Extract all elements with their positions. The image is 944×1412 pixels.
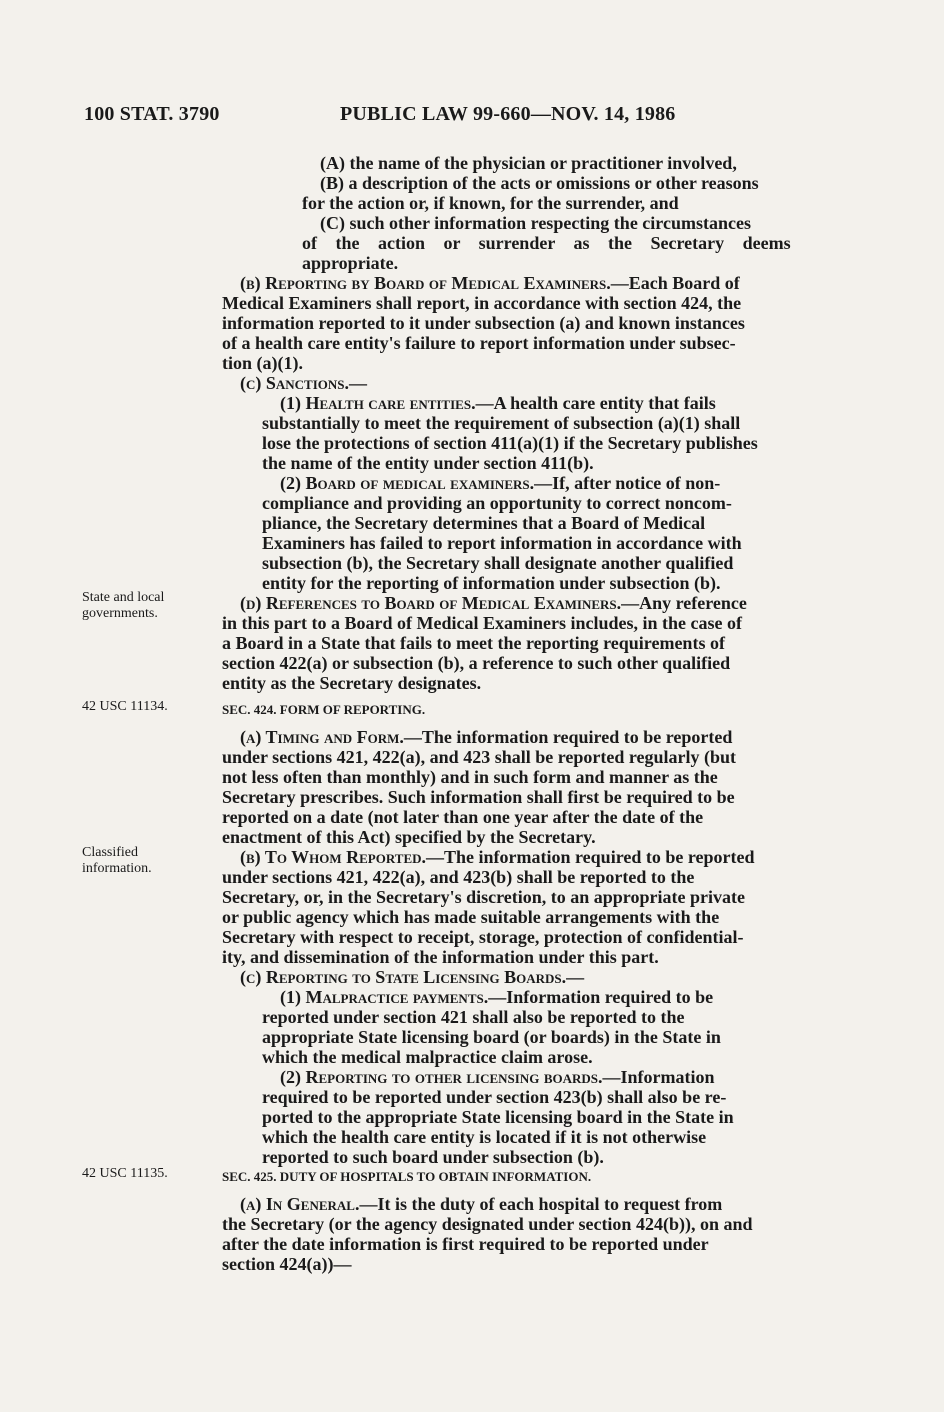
text-line: (a) In General.—It is the duty of each hospital to request from bbox=[240, 1194, 723, 1214]
text-line: Examiners has failed to report information in accordance with bbox=[262, 533, 742, 553]
text-line: (b) Reporting by Board of Medical Examiners.—Each Board of bbox=[240, 273, 740, 293]
text-line: which the medical malpractice claim arose. bbox=[262, 1047, 593, 1067]
text-line: a Board in a State that fails to meet the reporting requirements of bbox=[222, 633, 725, 653]
text-line: reported on a date (not later than one year after the date of the bbox=[222, 807, 704, 827]
margin-note-usc-11135: 42 USC 11135. bbox=[82, 1166, 168, 1181]
text-line: the name of the entity under section 411(b). bbox=[262, 453, 594, 473]
text-line: (A) the name of the physician or practitioner involved, bbox=[320, 153, 737, 173]
text-line: entity for the reporting of information under subsection (b). bbox=[262, 573, 721, 593]
subsection-heading: (a) Timing and Form. bbox=[240, 727, 404, 747]
text-line: after the date information is first required to be reported under bbox=[222, 1234, 709, 1254]
text-line: (b) To Whom Reported.—The information required to be reported bbox=[240, 847, 755, 867]
running-header: PUBLIC LAW 99-660—NOV. 14, 1986 bbox=[340, 103, 676, 125]
paragraph-heading: (2) Board of medical examiners. bbox=[280, 473, 535, 493]
text-line: ported to the appropriate State licensing board in the State in bbox=[262, 1107, 734, 1127]
text-line: appropriate State licensing board (or boards) in the State in bbox=[262, 1027, 721, 1047]
text-line: (2) Reporting to other licensing boards.—Information bbox=[280, 1067, 715, 1087]
text-line: appropriate. bbox=[302, 253, 399, 273]
text-line: Secretary, or, in the Secretary's discretion, to an appropriate private bbox=[222, 887, 745, 907]
stat-page-number: 100 STAT. 3790 bbox=[84, 103, 220, 125]
subsection-heading: (b) To Whom Reported. bbox=[240, 847, 427, 867]
text-line: of a health care entity's failure to report information under subsec- bbox=[222, 333, 736, 353]
margin-note-state-local: State and local governments. bbox=[82, 590, 165, 621]
text-line: of the action or surrender as the Secretary deems bbox=[302, 233, 791, 253]
text-line: which the health care entity is located if it is not otherwise bbox=[262, 1127, 707, 1147]
text-line: under sections 421, 422(a), and 423 shall be reported regularly (but bbox=[222, 747, 737, 767]
text-line: section 424(a))— bbox=[222, 1254, 352, 1274]
text-line: or public agency which has made suitable arrangements with the bbox=[222, 907, 720, 927]
subsection-heading: (d) References to Board of Medical Examiners. bbox=[240, 593, 622, 613]
text-line: (a) Timing and Form.—The information required to be reported bbox=[240, 727, 733, 747]
margin-note-usc-11134: 42 USC 11134. bbox=[82, 699, 168, 714]
text-line: tion (a)(1). bbox=[222, 353, 303, 373]
text-line: Medical Examiners shall report, in accordance with section 424, the bbox=[222, 293, 742, 313]
text-line: section 422(a) or subsection (b), a reference to such other qualified bbox=[222, 653, 731, 673]
text-line: Secretary with respect to receipt, storage, protection of confidential- bbox=[222, 927, 744, 947]
text-line: the Secretary (or the agency designated under section 424(b)), on and bbox=[222, 1214, 753, 1234]
section-title-424: SEC. 424. FORM OF REPORTING. bbox=[222, 702, 426, 717]
text-line: pliance, the Secretary determines that a Board of Medical bbox=[262, 513, 706, 533]
text-line: under sections 421, 422(a), and 423(b) shall be reported to the bbox=[222, 867, 695, 887]
text-line: entity as the Secretary designates. bbox=[222, 673, 482, 693]
subsection-heading: (c) Reporting to State Licensing Boards.— bbox=[240, 967, 585, 987]
subsection-heading: (b) Reporting by Board of Medical Examiners. bbox=[240, 273, 611, 293]
subsection-heading: (c) Sanctions.— bbox=[240, 373, 368, 393]
margin-note-classified: Classified information. bbox=[82, 845, 152, 876]
subsection-heading: (a) In General. bbox=[240, 1194, 360, 1214]
text-line: Secretary prescribes. Such information shall first be required to be bbox=[222, 787, 735, 807]
paragraph-heading: (1) Health care entities. bbox=[280, 393, 476, 413]
text-line: reported to such board under subsection (b). bbox=[262, 1147, 604, 1167]
text-line: (1) Health care entities.—A health care entity that fails bbox=[280, 393, 716, 413]
section-title-425: SEC. 425. DUTY OF HOSPITALS TO OBTAIN INFORMATION. bbox=[222, 1169, 592, 1184]
text-line: information reported to it under subsection (a) and known instances bbox=[222, 313, 745, 333]
text-line: for the action or, if known, for the surrender, and bbox=[302, 193, 679, 213]
text-line: in this part to a Board of Medical Examiners includes, in the case of bbox=[222, 613, 742, 633]
paragraph-heading: (1) Malpractice payments. bbox=[280, 987, 489, 1007]
text-line: reported under section 421 shall also be reported to the bbox=[262, 1007, 685, 1027]
text-line: (2) Board of medical examiners.—If, after notice of non- bbox=[280, 473, 721, 493]
text-line: lose the protections of section 411(a)(1) if the Secretary publishes bbox=[262, 433, 758, 453]
text-line: ity, and dissemination of the information under this part. bbox=[222, 947, 659, 967]
text-line: (1) Malpractice payments.—Information required to be bbox=[280, 987, 714, 1007]
text-line: subsection (b), the Secretary shall designate another qualified bbox=[262, 553, 734, 573]
paragraph-heading: (2) Reporting to other licensing boards. bbox=[280, 1067, 603, 1087]
text-line: compliance and providing an opportunity to correct noncom- bbox=[262, 493, 732, 513]
text-line: (B) a description of the acts or omissions or other reasons bbox=[320, 173, 759, 193]
text-line: required to be reported under section 423(b) shall also be re- bbox=[262, 1087, 727, 1107]
text-line: enactment of this Act) specified by the Secretary. bbox=[222, 827, 596, 847]
text-line: substantially to meet the requirement of subsection (a)(1) shall bbox=[262, 413, 741, 433]
text-line: not less often than monthly) and in such form and manner as the bbox=[222, 767, 718, 787]
text-line: (d) References to Board of Medical Examiners.—Any reference bbox=[240, 593, 747, 613]
text-line: (C) such other information respecting the circumstances bbox=[320, 213, 751, 233]
